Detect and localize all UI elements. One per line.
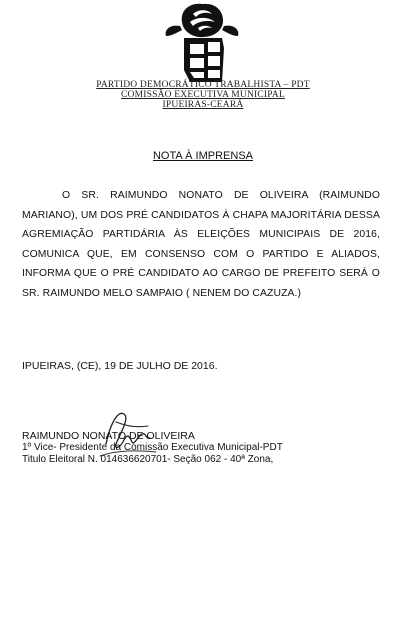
city-name: IPUEIRAS-CEARÁ bbox=[162, 100, 244, 110]
party-name: PARTIDO DEMOCRÁTICO TRABALHISTA – PDT bbox=[96, 80, 310, 90]
commission-name: COMISSÃO EXECUTIVA MUNICIPAL bbox=[121, 90, 285, 100]
document-title: NOTA À IMPRENSA bbox=[152, 150, 254, 162]
place-date: IPUEIRAS, (CE), 19 DE JULHO DE 2016. bbox=[22, 360, 218, 372]
signer-registration: Titulo Eleitoral N. 014636620701- Seção 062 - 40ª Zona, bbox=[22, 454, 274, 465]
pdt-logo-icon bbox=[160, 0, 246, 84]
letterhead bbox=[60, 80, 346, 110]
signer-role: 1º Vice- Presidente da Comissão Executiva Municipal-PDT bbox=[22, 442, 283, 453]
signer-name: RAIMUNDO NONATO DE OLIVEIRA bbox=[22, 430, 195, 442]
signer-block bbox=[22, 430, 402, 466]
body-paragraph: O SR. RAIMUNDO NONATO DE OLIVEIRA (RAIMUNDO MARIANO), UM DOS PRÉ CANDIDATOS À CHAPA MAJORITÁRIA DESSA AGREMIAÇÃO PARTIDÁRIA ÀS ELEIÇÕES MUNICIPAIS DE 2016, COMUNICA QUE, EM CONSENSO COM O PARTIDO E ALIADOS, INFORMA QUE O PRÉ CANDIDATO AO CARGO DE PREFEITO SERÁ O SR. RAIMUNDO MELO SAMPAIO ( NENEM DO CAZUZA.) bbox=[22, 190, 380, 299]
